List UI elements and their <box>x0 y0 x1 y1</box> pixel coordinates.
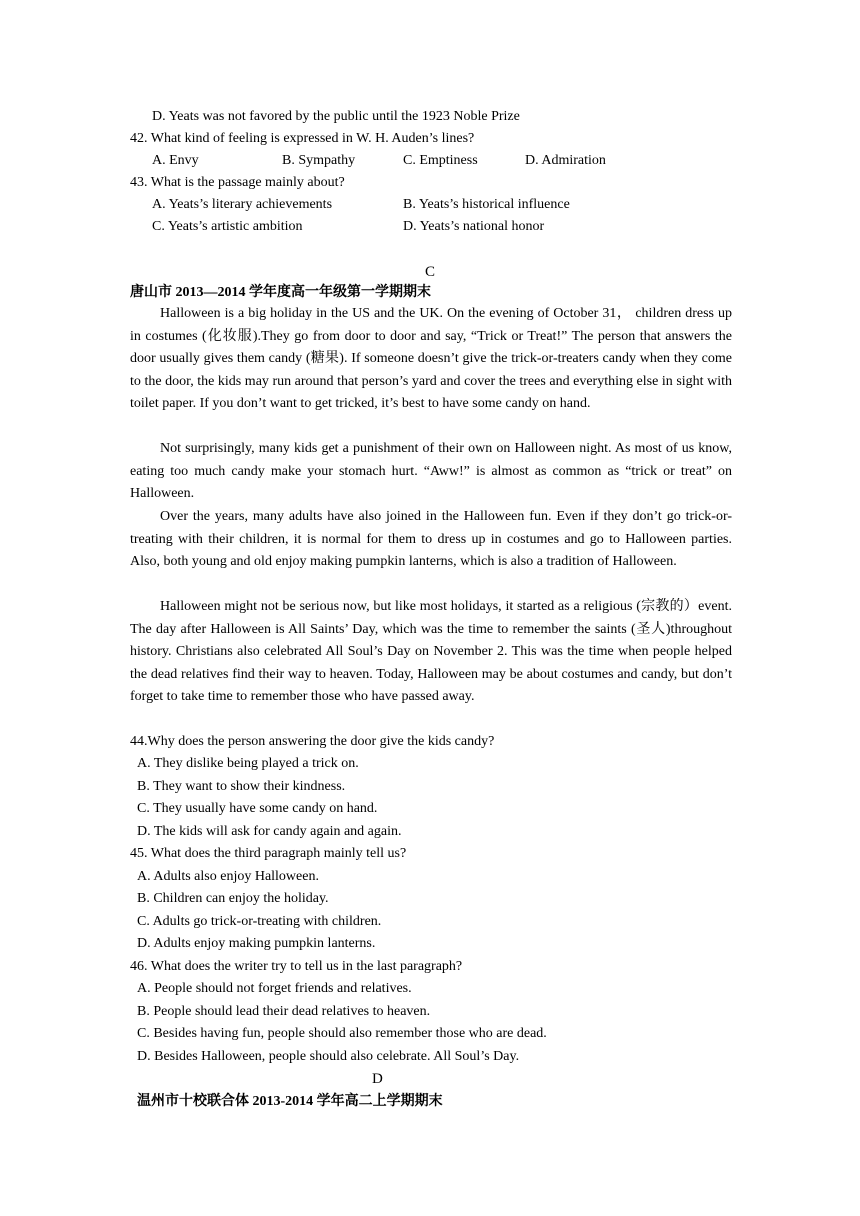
q43-option-d: D. Yeats’s national honor <box>403 219 545 234</box>
q46-option-c: C. Besides having fun, people should also remember those who are dead. <box>137 1026 547 1041</box>
q42-option-c: C. Emptiness <box>403 153 478 168</box>
q43-option-c: C. Yeats’s artistic ambition <box>152 219 303 234</box>
q43-option-a: A. Yeats’s literary achievements <box>152 197 333 212</box>
section-d-source: 温州市十校联合体 2013-2014 学年高二上学期期末 <box>137 1094 443 1109</box>
q44-option-d: D. The kids will ask for candy again and again. <box>137 824 402 839</box>
section-c-paragraph-2: Not surprisingly, many kids get a punishment of their own on Halloween night. As most of us know, eating too much candy make your stomach hurt. “Aww!” is almost as common as “trick or treat” on Halloween. <box>130 441 732 501</box>
q44-option-c: C. They usually have some candy on hand. <box>137 801 378 816</box>
q46-option-b: B. People should lead their dead relatives to heaven. <box>137 1004 431 1019</box>
q42-question: 42. What kind of feeling is expressed in W. H. Auden’s lines? <box>130 131 475 146</box>
q44-question: 44.Why does the person answering the door give the kids candy? <box>130 734 495 749</box>
section-c-paragraph-3: Over the years, many adults have also joined in the Halloween fun. Even if they don’t go trick-or-treating with their children, it is normal for them to dress up in costumes and go to Halloween parties. Also, both young and old enjoy making pumpkin lanterns, which is also a tradition of Halloween. <box>130 509 732 569</box>
q45-option-b: B. Children can enjoy the holiday. <box>137 891 329 906</box>
q46-option-d: D. Besides Halloween, people should also celebrate. All Soul’s Day. <box>137 1049 520 1064</box>
section-c-letter: C <box>424 264 435 280</box>
q46-option-a: A. People should not forget friends and relatives. <box>137 981 412 996</box>
q45-question: 45. What does the third paragraph mainly tell us? <box>130 846 407 861</box>
q42-option-a: A. Envy <box>152 153 199 168</box>
section-c-paragraph-1: Halloween is a big holiday in the US and the UK. On the evening of October 31， children dress up in costumes (化妆服).They go from door to door and say, “Trick or Treat!” The person that answers the door usually gives them candy (糖果). If someone doesn’t give the trick-or-treaters candy when they come to the door, the kids may run around that person’s yard and cover the trees and everything else in sight with toilet paper. If you don’t want to get tricked, it’s best to have some candy on hand. <box>130 306 732 411</box>
q45-option-d: D. Adults enjoy making pumpkin lanterns. <box>137 936 376 951</box>
q45-option-a: A. Adults also enjoy Halloween. <box>137 869 319 884</box>
q43-option-b: B. Yeats’s historical influence <box>403 197 570 212</box>
section-c-source: 唐山市 2013—2014 学年度高一年级第一学期期末 <box>130 285 431 300</box>
q41-option-d: D. Yeats was not favored by the public until the 1923 Noble Prize <box>152 109 520 124</box>
q43-question: 43. What is the passage mainly about? <box>130 175 345 190</box>
q42-option-d: D. Admiration <box>525 153 606 168</box>
q45-option-c: C. Adults go trick-or-treating with children. <box>137 914 382 929</box>
section-d-letter: D <box>372 1071 383 1087</box>
q46-question: 46. What does the writer try to tell us in the last paragraph? <box>130 959 463 974</box>
q44-option-a: A. They dislike being played a trick on. <box>137 756 359 771</box>
q42-option-b: B. Sympathy <box>282 153 356 168</box>
section-c-paragraph-4: Halloween might not be serious now, but like most holidays, it started as a religious (宗教的）event. The day after Halloween is All Saints’ Day, which was the time to remember the saints (圣人)throughout history. Christians also celebrated All Soul’s Day on November 2. This was the time when people helped the dead relatives find their way to heaven. Today, Halloween may be about costumes and candy, but don’t forget to take time to remember those who have passed away. <box>130 599 732 704</box>
q44-option-b: B. They want to show their kindness. <box>137 779 346 794</box>
